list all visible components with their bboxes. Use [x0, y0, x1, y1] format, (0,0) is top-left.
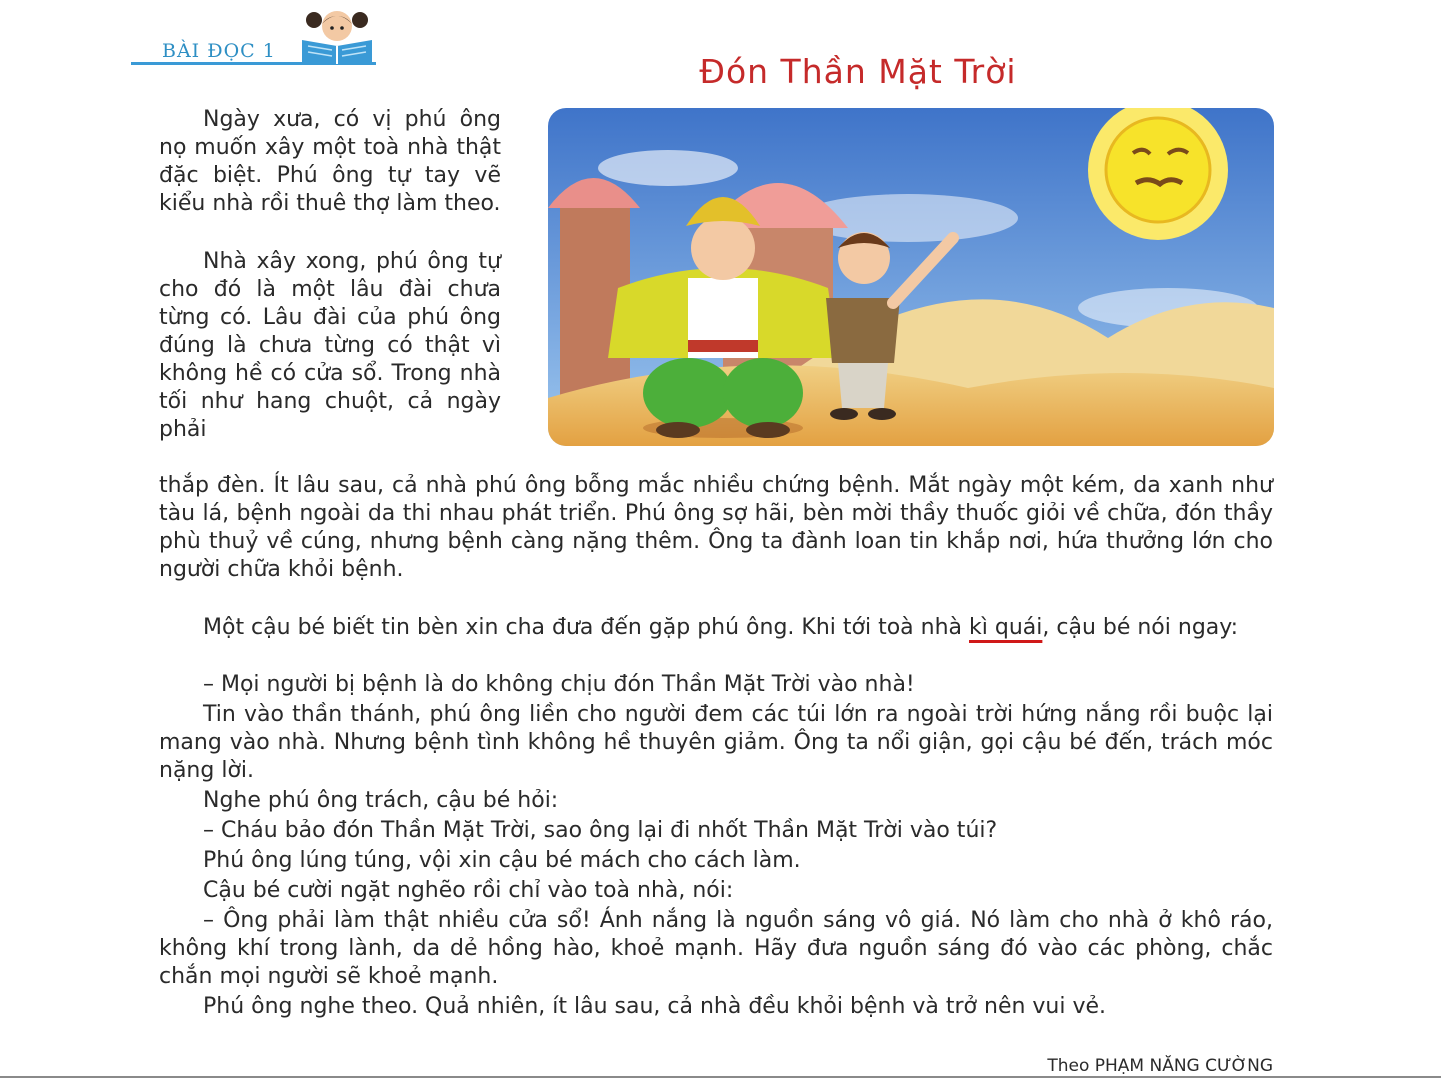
bottom-divider [0, 1076, 1441, 1078]
story-title: Đón Thần Mặt Trời [699, 52, 1017, 91]
paragraph-10: – Ông phải làm thật nhiều cửa sổ! Ánh nắng là nguồn sáng vô giá. Nó làm cho nhà ở khô ráo, không khí trong lành, da dẻ hồng hào, khoẻ mạnh. Hãy đưa nguồn sáng đó vào các phòng, chắc chắn mọi người sẽ khoẻ mạnh. [159, 908, 1273, 989]
paragraph-2-start: Nhà xây xong, phú ông tự cho đó là một lâu đài chưa từng có. Lâu đài của phú ông đúng là chưa từng có thật vì không hề có cửa sổ. Trong nhà tối như hang chuột, cả ngày phải [159, 249, 501, 442]
paragraph-11: Phú ông nghe theo. Quả nhiên, ít lâu sau, cả nhà đều khỏi bệnh và trở nên vui vẻ. [203, 994, 1107, 1019]
story-illustration [548, 108, 1274, 446]
lesson-label: BÀI ĐỌC 1 [162, 40, 276, 62]
paragraph-3-after: , cậu bé nói ngay: [1042, 615, 1239, 640]
author-credit: Theo PHẠM NĂNG CƯỜNG [1047, 1056, 1273, 1076]
sun-face-illustration [548, 108, 1274, 446]
paragraph-1: Ngày xưa, có vị phú ông nọ muốn xây một toà nhà thật đặc biệt. Phú ông tự tay vẽ kiểu nhà rồi thuê thợ làm theo. [159, 107, 501, 216]
highlighted-word: kì quái [969, 615, 1043, 640]
paragraph-4: – Mọi người bị bệnh là do không chịu đón Thần Mặt Trời vào nhà! [203, 672, 915, 697]
paragraph-5: Tin vào thần thánh, phú ông liền cho người đem các túi lớn ra ngoài trời hứng nắng rồi buộc lại mang vào nhà. Nhưng bệnh tình không hề thuyên giảm. Ông ta nổi giận, gọi cậu bé đến, trách móc nặng lời. [159, 702, 1273, 783]
paragraph-2-continued: thắp đèn. Ít lâu sau, cả nhà phú ông bỗng mắc nhiều chứng bệnh. Mắt ngày một kém, da xanh như tàu lá, bệnh ngoài da thi nhau phát triển. Phú ông sợ hãi, bèn mời thầy thuốc giỏi về chữa, đón thầy phù thuỷ về cúng, nhưng bệnh càng nặng thêm. Ông ta đành loan tin khắp nơi, hứa thưởng lớn cho người chữa khỏi bệnh. [159, 473, 1273, 582]
paragraph-6: Nghe phú ông trách, cậu bé hỏi: [203, 788, 559, 813]
paragraph-3 [159, 614, 1273, 642]
paragraph-9: Cậu bé cười ngặt nghẽo rồi chỉ vào toà nhà, nói: [203, 878, 734, 903]
paragraph-7: – Cháu bảo đón Thần Mặt Trời, sao ông lại đi nhốt Thần Mặt Trời vào túi? [203, 818, 998, 843]
paragraph-8: Phú ông lúng túng, vội xin cậu bé mách cho cách làm. [203, 848, 801, 873]
paragraph-3-before: Một cậu bé biết tin bèn xin cha đưa đến gặp phú ông. Khi tới toà nhà [203, 615, 970, 640]
